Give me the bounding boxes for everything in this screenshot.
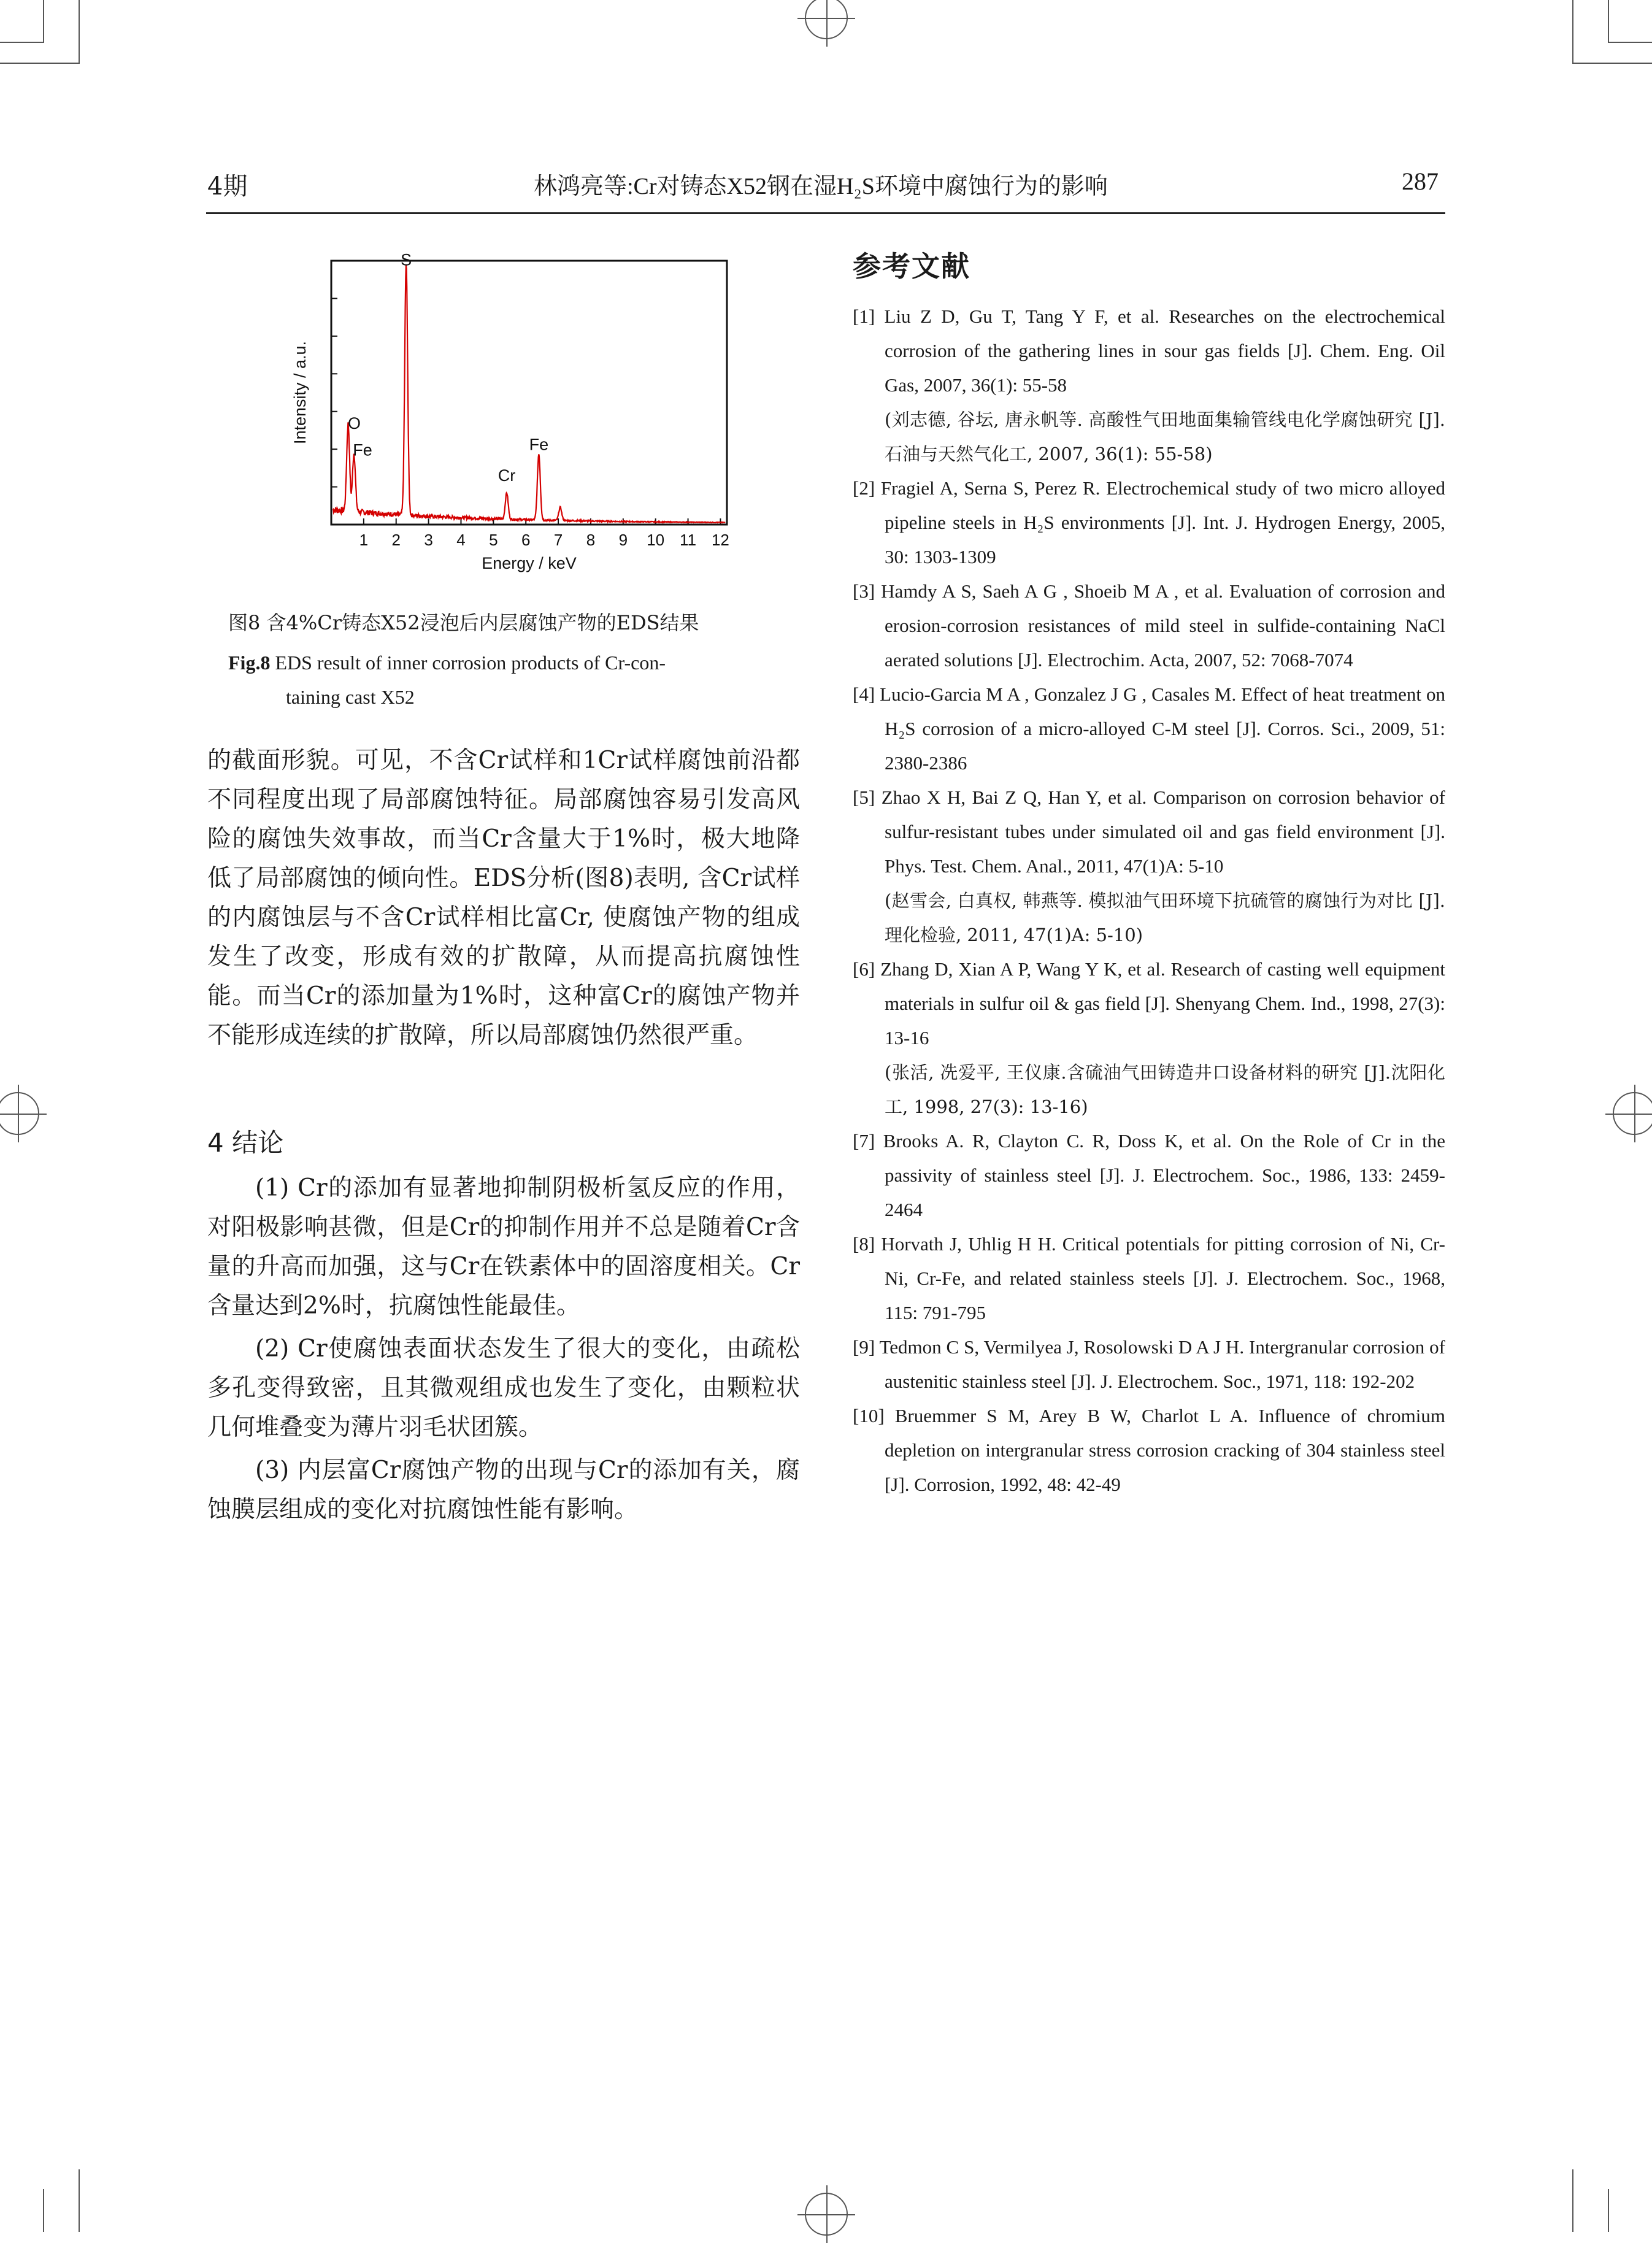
chart-root	[291, 251, 729, 573]
reference-en: [6] Zhang D, Xian A P, Wang Y K, et al. Research of casting well equipment materials in sulfur oil & gas field [J]. Shenyang Chem. Ind., 1998, 27(3): 13-16	[853, 958, 1445, 1048]
x-tick-label: 1	[359, 531, 369, 549]
reference-en: [3] Hamdy A S, Saeh A G , Shoeib M A , et al. Evaluation of corrosion and erosion-corrosion resistances of mild steel in sulfide-containing NaCl aerated solutions [J]. Electrochim. Acta, 2007, 52: 7068-7074	[853, 580, 1445, 671]
registration-mark	[805, 0, 848, 39]
crop-mark	[1572, 2169, 1573, 2232]
peak-label: O	[347, 414, 361, 433]
x-tick-label: 10	[647, 531, 665, 549]
reference-en: [10] Bruemmer S M, Arey B W, Charlot L A. Influence of chromium depletion on intergranular stress corrosion cracking of 304 stainless steel [J]. Corrosion, 1992, 48: 42-49	[853, 1405, 1445, 1495]
reference-zh: (刘志德, 谷坛, 唐永帆等. 高酸性气田地面集输管线电化学腐蚀研究 [J].石油与天然气化工, 2007, 36(1): 55-58)	[885, 409, 1445, 464]
eds-chart	[270, 242, 748, 574]
figure-caption-zh: 图8 含4%Cr铸态X52浸泡后内层腐蚀产物的EDS结果	[228, 611, 699, 634]
x-tick-label: 11	[680, 531, 697, 549]
x-tick-label: 5	[489, 531, 498, 549]
header-rule	[206, 212, 1445, 214]
peak-label: Fe	[529, 435, 549, 454]
reference-en: [7] Brooks A. R, Clayton C. R, Doss K, et al. On the Role of Cr in the passivity of stainless steel [J]. J. Electrochem. Soc., 1986, 133: 2459-2464	[853, 1130, 1445, 1220]
body-paragraph: 的截面形貌。可见，不含Cr试样和1Cr试样腐蚀前沿都不同程度出现了局部腐蚀特征。局部腐蚀容易引发高风险的腐蚀失效事故，而当Cr含量大于1%时，极大地降低了局部腐蚀的倾向性。EDS分析(图8)表明, 含Cr试样的内腐蚀层与不含Cr试样相比富Cr, 使腐蚀产物的组成发生了改变，形成有效的扩散障，从而提高抗腐蚀性能。而当Cr的添加量为1%时，这种富Cr的腐蚀产物并不能形成连续的扩散障，所以局部腐蚀仍然很严重。	[207, 747, 800, 1049]
x-tick-label: 2	[391, 531, 401, 549]
figure-label: Fig.8	[228, 652, 271, 674]
x-tick-label: 3	[424, 531, 433, 549]
x-axis-label: Energy / keV	[482, 554, 577, 572]
crop-mark	[1608, 0, 1609, 43]
references-title: 参考文献	[853, 250, 970, 283]
crop-mark	[0, 42, 43, 43]
x-tick-label: 6	[521, 531, 531, 549]
crop-mark	[0, 63, 80, 64]
reference-en: [9] Tedmon C S, Vermilyea J, Rosolowski D A J H. Intergranular corrosion of austenitic stainless steel [J]. J. Electrochem. Soc., 1971, 118: 192-202	[853, 1336, 1445, 1392]
reference-item	[853, 299, 1445, 471]
reference-zh: (赵雪会, 白真权, 韩燕等. 模拟油气田环境下抗硫管的腐蚀行为对比 [J]. 理化检验, 2011, 47(1)A: 5-10)	[885, 890, 1445, 945]
peak-label: Cr	[498, 466, 516, 485]
crop-mark	[1572, 63, 1652, 64]
registration-mark	[805, 2193, 848, 2236]
conclusion-item: (3) 内层富Cr腐蚀产物的出现与Cr的添加有关，腐蚀膜层组成的变化对抗腐蚀性能有影响。	[207, 1456, 800, 1523]
figure-caption-en	[228, 645, 780, 714]
conclusion-item: (1) Cr的添加有显著地抑制阴极析氢反应的作用，对阳极影响甚微，但是Cr的抑制作用并不总是随着Cr含量的升高而加强，这与Cr在铁素体中的固溶度相关。Cr含量达到2%时，抗腐蚀性能最佳。	[207, 1174, 800, 1320]
reference-en: [1] Liu Z D, Gu T, Tang Y F, et al. Researches on the electrochemical corrosion of the gathering lines in sour gas fields [J]. Chem. Eng. Oil Gas, 2007, 36(1): 55-58	[853, 306, 1445, 396]
reference-en: [5] Zhao X H, Bai Z Q, Han Y, et al. Comparison on corrosion behavior of sulfur-resistant tubes under simulated oil and gas field environment [J]. Phys. Test. Chem. Anal., 2011, 47(1)A: 5-10	[853, 787, 1445, 877]
crop-mark	[79, 2169, 80, 2232]
reference-item	[853, 1124, 1445, 1227]
crop-mark	[43, 2189, 44, 2232]
reference-item	[853, 574, 1445, 677]
registration-mark	[1613, 1092, 1652, 1135]
crop-mark	[1572, 0, 1573, 63]
spectrum-line	[333, 266, 726, 523]
peak-label: S	[401, 250, 412, 269]
section-heading: 4 结论	[207, 1128, 284, 1158]
figure-caption-en-cont: taining cast X52	[286, 686, 415, 708]
peak-label: Fe	[353, 441, 372, 460]
figure-caption-en-text: EDS result of inner corrosion products of Cr-con-	[275, 652, 666, 674]
running-title: 林鸿亮等:Cr对铸态X52钢在湿H₂S环境中腐蚀行为的影响	[534, 174, 1108, 199]
reference-item	[853, 1227, 1445, 1330]
reference-zh: (张活, 冼爱平, 王仪康.含硫油气田铸造井口设备材料的研究 [J].沈阳化工, 1998, 27(3): 13-16)	[885, 1062, 1445, 1117]
issue-number: 4期	[207, 172, 248, 201]
reference-item	[853, 1330, 1445, 1399]
crop-mark	[1608, 2189, 1609, 2232]
x-tick-label: 9	[618, 531, 628, 549]
conclusions	[207, 1169, 800, 1533]
plot-frame	[331, 261, 727, 525]
conclusion-item: (2) Cr使腐蚀表面状态发生了很大的变化，由疏松多孔变得致密，且其微观组成也发生了变化，由颗粒状几何堆叠变为薄片羽毛状团簇。	[207, 1335, 800, 1441]
y-axis-label: Intensity / a.u.	[291, 340, 309, 445]
reference-item	[853, 952, 1445, 1124]
reference-en: [8] Horvath J, Uhlig H H. Critical potentials for pitting corrosion of Ni, Cr-Ni, Cr-Fe, and related stainless steels [J]. J. Electrochem. Soc., 1968, 115: 791-795	[853, 1233, 1445, 1323]
x-tick-label: 4	[456, 531, 466, 549]
reference-item	[853, 471, 1445, 574]
reference-item	[853, 780, 1445, 952]
registration-mark	[0, 1092, 39, 1135]
reference-item	[853, 1399, 1445, 1502]
reference-list	[853, 299, 1445, 1502]
x-tick-label: 12	[711, 531, 729, 549]
reference-en: [2] Fragiel A, Serna S, Perez R. Electrochemical study of two micro alloyed pipeline steels in H₂S environments [J]. Int. J. Hydrogen Energy, 2005, 30: 1303-1309	[853, 477, 1445, 567]
crop-mark	[43, 0, 44, 43]
page-number: 287	[1402, 167, 1439, 195]
reference-en: [4] Lucio-Garcia M A , Gonzalez J G , Casales M. Effect of heat treatment on H₂S corrosion of a micro-alloyed C-M steel [J]. Corros. Sci., 2009, 51: 2380-2386	[853, 683, 1445, 774]
crop-mark	[1609, 42, 1652, 43]
x-tick-label: 8	[586, 531, 596, 549]
crop-mark	[79, 0, 80, 63]
reference-item	[853, 677, 1445, 780]
x-tick-label: 7	[553, 531, 563, 549]
